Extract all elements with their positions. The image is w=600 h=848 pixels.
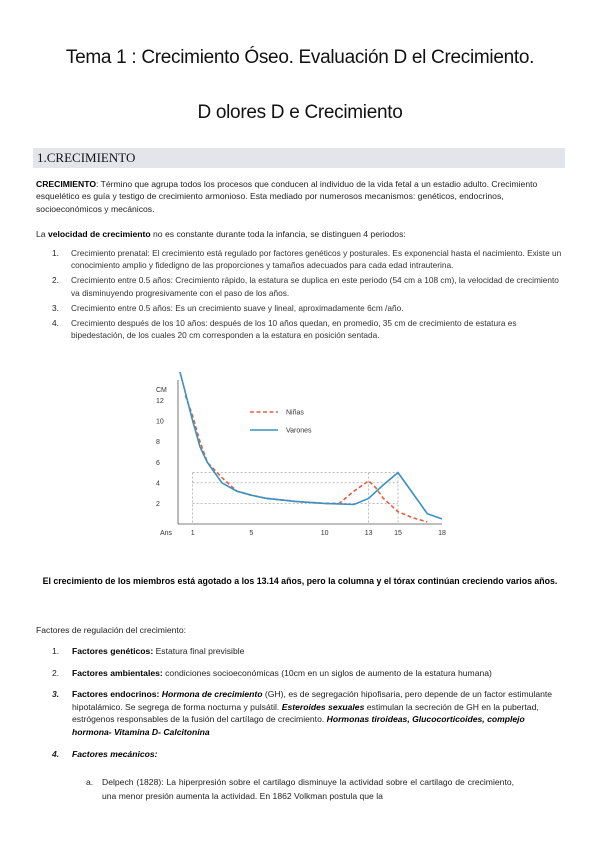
list-text: Delpech (1828): La hiperpresión sobre el cartilago disminuye la actividad sobre el cartilago de crecimiento, una menor presión aumenta la actividad. En 1862 Volkman postula que la (102, 777, 514, 802)
intro-term: CRECIMIENTO (36, 179, 97, 189)
velocity-prefix: La (36, 229, 48, 239)
x-axis-label: Ans (160, 530, 173, 537)
factor-text: (GH), es de segregación hipofisaria, pero depende de un factor estimulante hipotalámico. Se segrega de forma nocturna y pulsátil. (72, 689, 553, 712)
list-item (52, 317, 564, 341)
factor-text: estimulan la secreción de GH en la pubertad, estrógenos responsables de la fusión del cartílago de crecimiento. (72, 701, 539, 725)
intro-paragraph (36, 178, 564, 215)
list-number: 3. (52, 689, 60, 700)
velocity-paragraph (36, 228, 564, 240)
list-item (52, 247, 564, 271)
list-item (52, 667, 564, 680)
list-item (52, 302, 564, 314)
y-tick-label: 12 (156, 398, 164, 406)
y-tick-label: 4 (156, 480, 160, 488)
legend-label-ninas: Niñas (286, 409, 304, 417)
list-number: a. (86, 777, 94, 787)
list-item (52, 748, 564, 761)
intro-definition: : Término que agrupa todos los procesos que conducen al individuo de la vida fetal a un estadio adulto. Crecimiento esquelético es guía y testigo de crecimiento armonioso. Esta mediado por numerosos mecanismos: genéticos, endocrinos, socioeconómicos y mecánicos. (36, 179, 538, 214)
list-item (52, 645, 564, 658)
velocity-suffix: no es constante durante toda la infancia, se distinguen 4 periodos: (150, 229, 406, 239)
conclusion-text: El crecimiento de los miembros está agotado a los 13.14 años, pero la columna y el tórax continúan creciendo varios años. (42, 576, 558, 586)
list-item (52, 274, 564, 298)
y-tick-label: 6 (156, 459, 160, 467)
list-number: 1. (52, 646, 60, 656)
list-item (52, 688, 564, 738)
y-tick-label: 2 (156, 500, 160, 508)
list-number: 4. (52, 748, 60, 759)
regulation-heading: Factores de regulación del crecimiento: (36, 625, 186, 635)
list-text: Crecimiento entre 0.5 años: Crecimiento rápido, la estatura se duplica en este periodo (54 cm a 108 cm), la velocidad de crecimiento va disminuyendo progresivamente con el paso de los años. (71, 275, 559, 298)
x-tick-label: 13 (364, 530, 373, 537)
list-number: 1. (52, 248, 59, 258)
growth-velocity-chart (150, 372, 450, 542)
regulation-factors-list (52, 645, 564, 769)
list-text: Crecimiento después de los 10 años: después de los 10 años quedan, en promedio, 35 cm de crecimiento de estatura es bipedestación, de los cuales 20 cm corresponden a la estatura en posición sentada. (71, 318, 517, 341)
factor-label: Factores ambientales: (72, 667, 163, 678)
list-number: 2. (52, 667, 60, 678)
list-number: 3. (52, 302, 59, 313)
legend-label-varones: Varones (286, 427, 312, 435)
list-number: 4. (52, 318, 59, 329)
velocity-term: velocidad de crecimiento (47, 229, 151, 239)
factor-label: Factores mecánicos: (72, 748, 158, 759)
x-tick-label: 18 (438, 530, 446, 537)
factor-label: Factores endocrinos: (72, 689, 160, 700)
list-item (86, 775, 514, 803)
factor-hormone: Hormona de crecimiento (161, 689, 263, 700)
y-tick-label: 8 (156, 439, 160, 447)
document-title: Tema 1 : Crecimiento Óseo. Evaluación D el Crecimiento. (65, 47, 535, 68)
list-number: 2. (52, 275, 59, 286)
factor-hormones-list: Hormonas tiroideas, Glucocorticoides, complejo hormona- Vitamina D- Calcitonina (72, 714, 525, 737)
growth-periods-list (52, 247, 564, 344)
x-tick-label: 5 (249, 530, 254, 537)
list-text: Crecimiento entre 0.5 años: Es un crecimiento suave y lineal, aproximadamente 6cm /año. (71, 302, 404, 313)
factor-text: Estatura final previsible (153, 646, 245, 656)
y-tick-label: 10 (156, 418, 164, 426)
factor-steroids: Esteroides sexuales (281, 701, 365, 712)
factor-text: condiciones socioeconómicas (10cm en un siglos de aumento de la estatura humana) (162, 667, 492, 678)
factor-label: Factores genéticos: (72, 646, 154, 656)
section-header (33, 148, 565, 168)
x-tick-label: 10 (320, 530, 329, 537)
section-title: 1.CRECIMIENTO (37, 150, 136, 165)
y-axis-label: CM (156, 387, 167, 394)
document-subtitle: D olores D e Crecimiento (197, 102, 403, 123)
x-tick-label: 15 (394, 530, 402, 537)
mechanical-factors-list (86, 775, 514, 803)
series-line-varones (178, 372, 442, 519)
list-text: Crecimiento prenatal: El crecimiento está regulado por factores genéticos y posturales. Es exponencial hasta el nacimiento. Existe un conocimiento amplio y fidedigno de las proporciones y tamaños adecuados para cada edad intrauterina. (71, 248, 562, 271)
x-tick-label: 1 (190, 530, 195, 537)
